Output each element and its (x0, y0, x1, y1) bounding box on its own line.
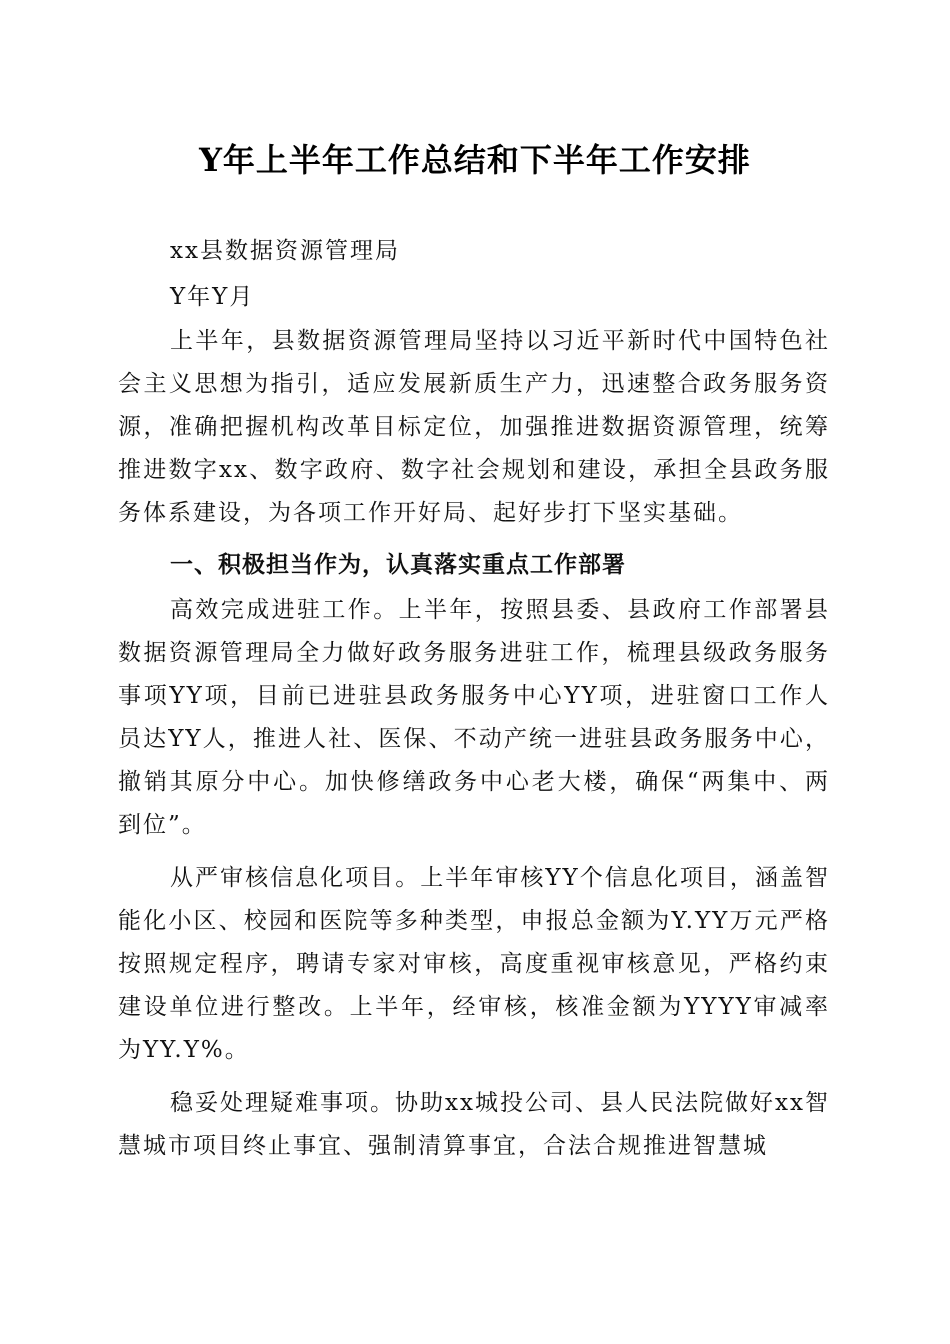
paragraph-entry-work: 高效完成进驻工作。上半年，按照县委、县政府工作部署县数据资源管理局全力做好政务服务进驻工作，梳理县级政务服务事项YY项，目前已进驻县政务服务中心YY项，进驻窗口工作人员达YY人，推进人社、医保、不动产统一进驻县政务服务中心，撤销其原分中心。加快修缮政务中心老大楼，确保“两集中、两到位”。 (118, 597, 830, 838)
paragraph-project-review: 从严审核信息化项目。上半年审核YY个信息化项目，涵盖智能化小区、校园和医院等多种类型，申报总金额为Y.YY万元严格按照规定程序，聘请专家对审核，高度重视审核意见，严格约束建设单位进行整改。上半年，经审核，核准金额为YYYY审减率为YY.Y%。 (118, 865, 830, 1063)
document-title: Y年上半年工作总结和下半年工作安排 (199, 141, 751, 179)
intro-paragraph: 上半年，县数据资源管理局坚持以习近平新时代中国特色社会主义思想为指引，适应发展新质生产力，迅速整合政务服务资源，准确把握机构改革目标定位，加强推进数据资源管理，统筹推进数字xx、数字政府、数字社会规划和建设，承担全县政务服务体系建设，为各项工作开好局、起好步打下坚实基础。 (118, 328, 830, 526)
date-line: Y年Y月 (170, 284, 255, 310)
author-line: xx县数据资源管理局 (170, 238, 400, 264)
paragraph-difficult-matters: 稳妥处理疑难事项。协助xx城投公司、县人民法院做好xx智慧城市项目终止事宜、强制清算事宜，合法合规推进智慧城 (118, 1090, 830, 1159)
section-heading-1: 一、积极担当作为，认真落实重点工作部署 (170, 552, 626, 578)
